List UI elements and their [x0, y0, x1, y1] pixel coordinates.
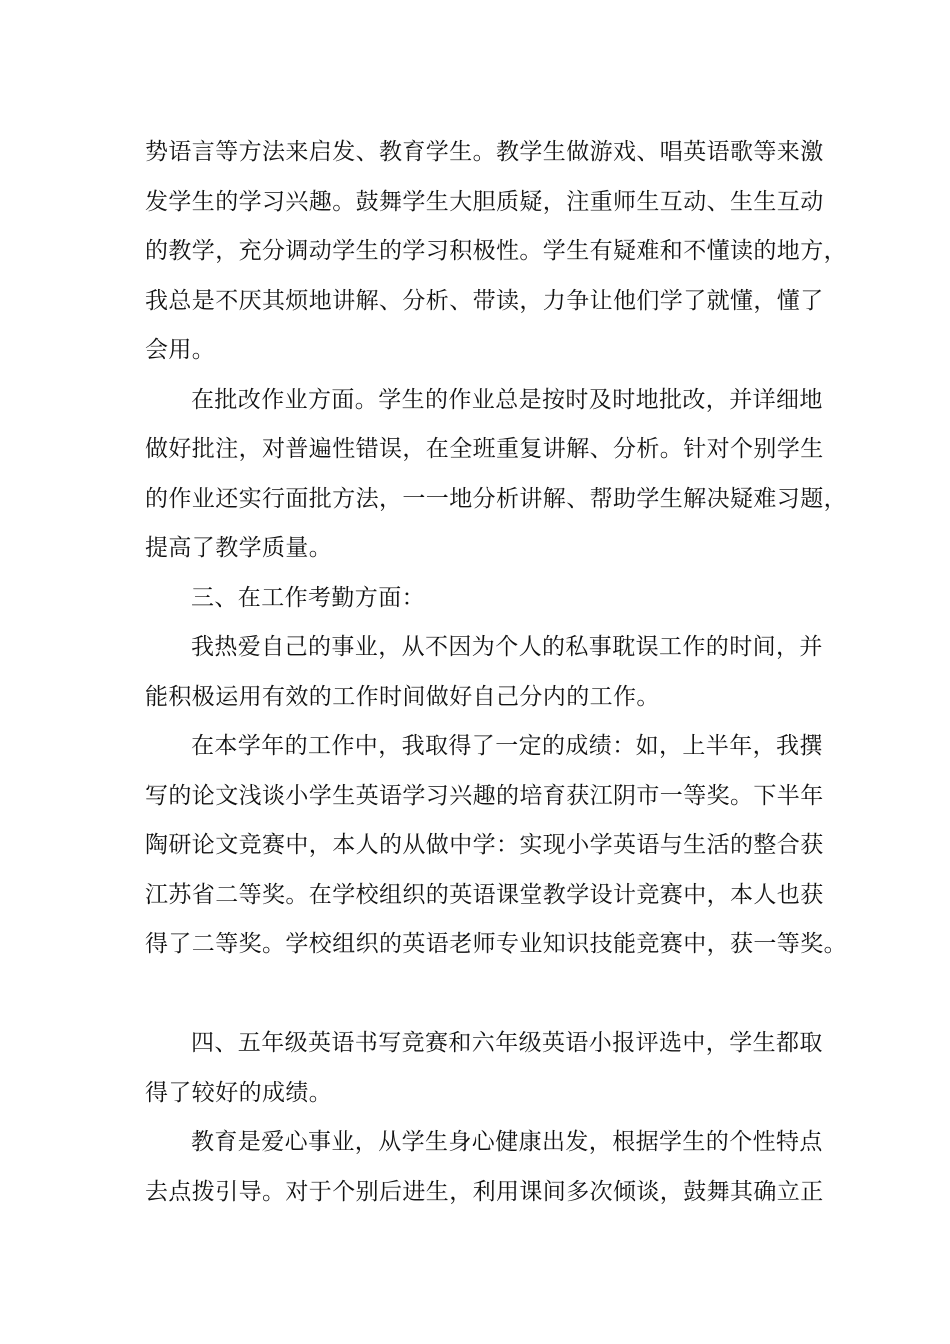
text-line: 的教学，充分调动学生的学习积极性。学生有疑难和不懂读的地方，	[145, 238, 847, 264]
text-line: 教育是爱心事业，从学生身心健康出发，根据学生的个性特点	[191, 1129, 823, 1155]
text-line: 四、五年级英语书写竞赛和六年级英语小报评选中，学生都取	[191, 1030, 823, 1056]
text-line: 势语言等方法来启发、教育学生。教学生做游戏、唱英语歌等来激	[145, 139, 824, 165]
text-line: 在本学年的工作中，我取得了一定的成绩：如，上半年，我撰	[191, 733, 823, 759]
text-line: 陶研论文竞赛中，本人的从做中学：实现小学英语与生活的整合获	[145, 832, 824, 858]
text-line: 写的论文浅谈小学生英语学习兴趣的培育获江阴市一等奖。下半年	[145, 783, 824, 809]
text-line: 做好批注，对普遍性错误，在全班重复讲解、分析。针对个别学生	[145, 436, 824, 462]
text-line: 得了二等奖。学校组织的英语老师专业知识技能竞赛中，获一等奖。	[145, 931, 847, 957]
text-line: 能积极运用有效的工作时间做好自己分内的工作。	[145, 684, 660, 710]
section-heading: 三、在工作考勤方面：	[191, 585, 425, 611]
text-line: 江苏省二等奖。在学校组织的英语课堂教学设计竞赛中，本人也获	[145, 882, 824, 908]
text-line: 得了较好的成绩。	[145, 1080, 333, 1106]
text-line: 我总是不厌其烦地讲解、分析、带读，力争让他们学了就懂，懂了	[145, 288, 824, 314]
text-line: 提高了教学质量。	[145, 535, 333, 561]
text-line: 在批改作业方面。学生的作业总是按时及时地批改，并详细地	[191, 387, 823, 413]
text-line: 去点拨引导。对于个别后进生，利用课间多次倾谈，鼓舞其确立正	[145, 1179, 824, 1205]
text-line: 我热爱自己的事业，从不因为个人的私事耽误工作的时间，并	[191, 634, 823, 660]
text-line: 会用。	[145, 337, 216, 363]
text-line: 发学生的学习兴趣。鼓舞学生大胆质疑，注重师生互动、生生互动	[145, 189, 824, 215]
text-line: 的作业还实行面批方法，一一地分析讲解、帮助学生解决疑难习题，	[145, 486, 847, 512]
